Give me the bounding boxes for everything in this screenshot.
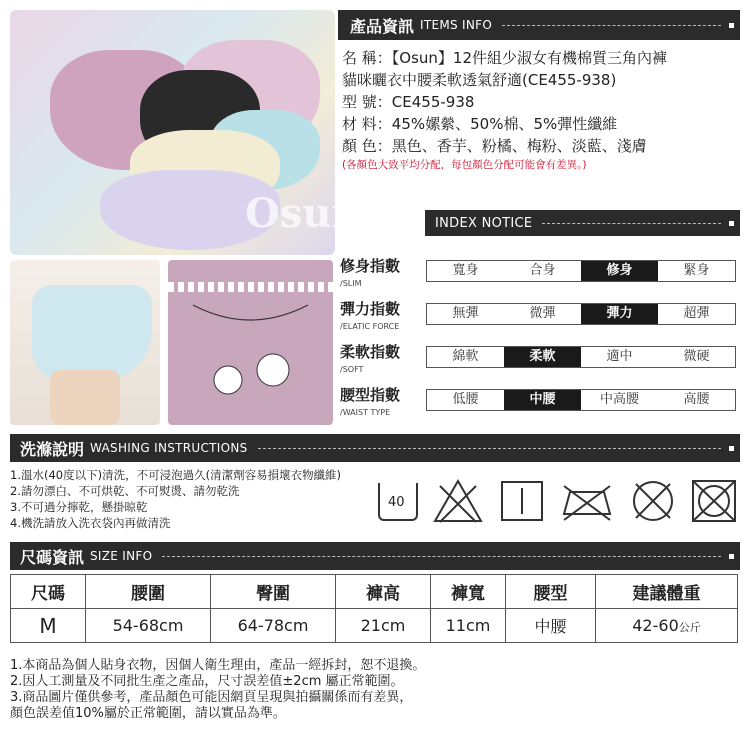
no-bleach-icon — [432, 478, 484, 524]
material-label: 材 料： — [342, 115, 392, 133]
index-row-waist: 腰型指數 /WAIST TYPE 低腰 中腰 中高腰 高腰 — [340, 384, 740, 424]
index-row-elastic: 彈力指數 /ELATIC FORCE 無彈 微彈 彈力 超彈 — [340, 298, 740, 338]
no-tumble-dry-icon — [690, 478, 738, 524]
index-notice-header — [425, 210, 740, 236]
size-table-header: 尺碼 腰圍 臀圍 褲高 褲寬 腰型 建議體重 — [11, 575, 738, 609]
items-info-title-en: ITEMS INFO — [420, 18, 493, 32]
color-label: 顏 色： — [342, 137, 392, 155]
items-info-header — [338, 10, 740, 40]
size-info-title-en: SIZE INFO — [90, 549, 153, 563]
waist-scale: 低腰 中腰 中高腰 高腰 — [426, 389, 736, 411]
elastic-scale: 無彈 微彈 彈力 超彈 — [426, 303, 736, 325]
washing-header — [10, 434, 740, 462]
size-table-row: M 54-68cm 64-78cm 21cm 11cm 中腰 42-60公斤 — [11, 609, 738, 643]
material-value: 45%嫘縈、50%棉、5%彈性纖維 — [391, 115, 618, 133]
name-label: 名 稱： — [342, 49, 392, 67]
no-iron-icon — [560, 480, 614, 522]
no-dry-clean-icon — [630, 478, 676, 524]
model-label: 型 號： — [342, 93, 392, 111]
washing-title-en: WASHING INSTRUCTIONS — [90, 441, 248, 455]
size-table — [10, 574, 738, 643]
items-info-body — [342, 47, 742, 172]
washing-list: 1.溫水(40度以下)清洗，不可浸泡過久(清潔劑容易損壞衣物纖維) 2.請勿漂白、不可烘乾、不可熨燙、請勿乾洗 3.不可過分擰乾，懸掛晾乾 4.機洗請放入洗衣袋內再做清洗 — [10, 468, 342, 530]
name-value-2: 貓咪曬衣中腰柔軟透氣舒適(CE455-938) — [342, 71, 617, 89]
size-info-title: 尺碼資訊 — [20, 547, 85, 567]
watermark: Osun — [245, 190, 361, 237]
slim-scale: 寬身 合身 修身 緊身 — [426, 260, 736, 282]
model-value: CE455-938 — [391, 93, 475, 111]
name-value: 【Osun】12件組少淑女有機棉質三角內褲 — [391, 49, 668, 67]
washing-title: 洗滌說明 — [20, 439, 85, 459]
wash-40-icon: 40 — [378, 483, 418, 521]
color-value: 黑色、香芋、粉橘、梅粉、淡藍、淺膚 — [391, 137, 647, 155]
size-info-header — [10, 542, 740, 570]
color-note: (各顏色大致平均分配，每包顏色分配可能會有差異。) — [342, 159, 587, 171]
footnotes: 1.本商品為個人貼身衣物，因個人衛生理由，產品一經拆封，恕不退換。 2.因人工測量及不同批生產之產品，尺寸誤差值±2cm 屬正常範圍。 3.商品圖片僅供參考，產品顏色可能因網頁呈現與拍攝關係而有差異， 顏色誤差值10%屬於正常範圍，請以實品為準。 — [10, 658, 426, 721]
product-photo-stack — [10, 10, 361, 255]
index-row-slim: 修身指數 /SLIM 寬身 合身 修身 緊身 — [340, 255, 740, 295]
index-row-soft: 柔軟指數 /SOFT 綿軟 柔軟 適中 微硬 — [340, 341, 740, 381]
line-dry-icon — [500, 480, 544, 522]
items-info-title: 產品資訊 — [350, 16, 415, 36]
model-photo — [10, 260, 160, 425]
soft-scale: 綿軟 柔軟 適中 微硬 — [426, 346, 736, 368]
index-notice-title: INDEX NOTICE — [435, 215, 533, 231]
print-detail-photo — [168, 260, 333, 425]
